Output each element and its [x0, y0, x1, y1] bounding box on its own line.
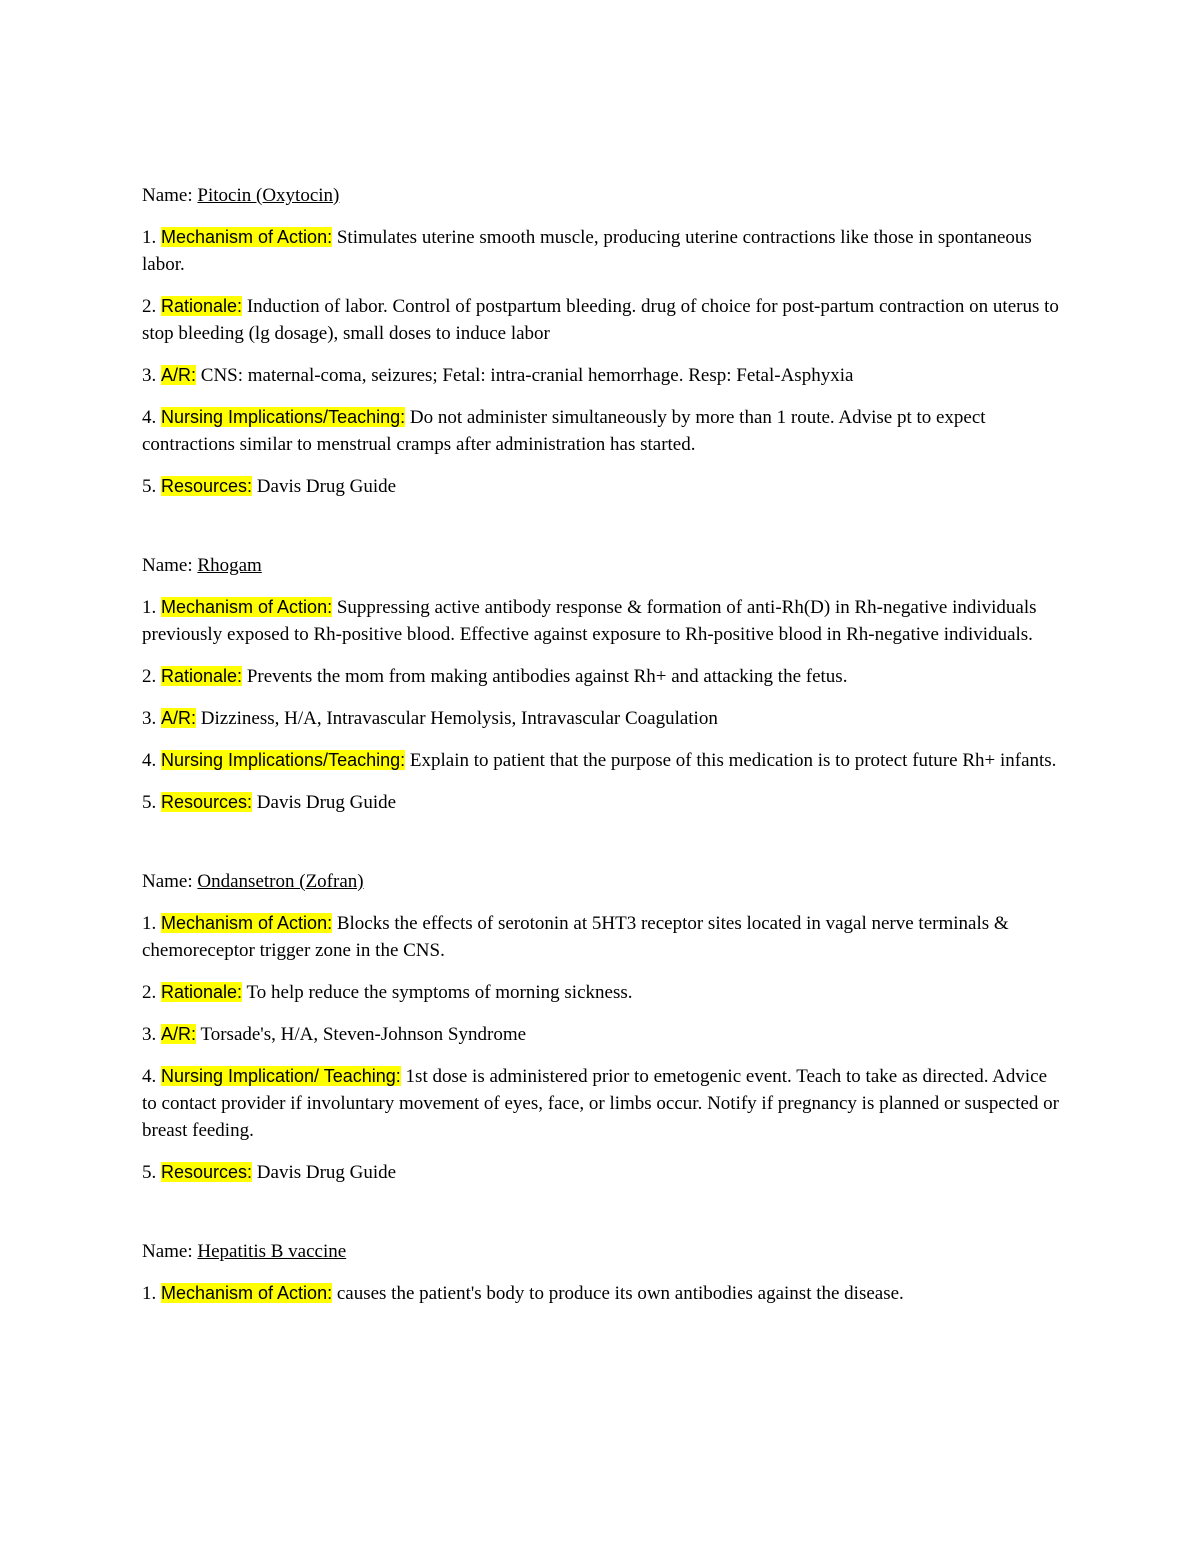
item-number: 1.	[142, 1283, 157, 1304]
item-number: 1.	[142, 913, 157, 934]
name-label: Name:	[142, 185, 193, 206]
item-adverse-reactions	[142, 362, 1062, 389]
item-number: 1.	[142, 597, 157, 618]
drug-name-line	[142, 868, 1062, 895]
item-text: Davis Drug Guide	[256, 476, 397, 497]
item-label: Rationale:	[161, 982, 243, 1002]
item-text: CNS: maternal-coma, seizures; Fetal: intra-cranial hemorrhage. Resp: Fetal-Asphyxia	[200, 365, 854, 386]
item-mechanism	[142, 224, 1062, 278]
item-label: Nursing Implications/Teaching:	[161, 407, 406, 427]
item-number: 5.	[142, 1162, 157, 1183]
item-label: A/R:	[161, 1024, 197, 1044]
item-rationale	[142, 979, 1062, 1006]
item-text: Prevents the mom from making antibodies against Rh+ and attacking the fetus.	[246, 666, 848, 687]
name-label: Name:	[142, 555, 193, 576]
item-label: Rationale:	[161, 666, 243, 686]
item-label: A/R:	[161, 365, 197, 385]
item-label: Mechanism of Action:	[161, 227, 333, 247]
item-nursing-implications	[142, 404, 1062, 458]
item-rationale	[142, 663, 1062, 690]
item-label: Mechanism of Action:	[161, 913, 333, 933]
drug-name: Pitocin (Oxytocin)	[197, 185, 340, 206]
item-text: Davis Drug Guide	[256, 1162, 397, 1183]
item-number: 2.	[142, 296, 157, 317]
item-number: 4.	[142, 1066, 157, 1087]
item-number: 5.	[142, 792, 157, 813]
item-text: Blocks the effects of serotonin at 5HT3 receptor sites located in vagal nerve terminals & chemoreceptor trigger zone in the CNS.	[142, 913, 1009, 961]
item-label: Resources:	[161, 792, 253, 812]
item-adverse-reactions	[142, 705, 1062, 732]
name-label: Name:	[142, 1241, 193, 1262]
drug-entry-pitocin	[142, 182, 1062, 500]
name-label: Name:	[142, 871, 193, 892]
item-text: To help reduce the symptoms of morning sickness.	[246, 982, 633, 1003]
item-label: Resources:	[161, 476, 253, 496]
item-nursing-implications	[142, 747, 1062, 774]
item-text: Stimulates uterine smooth muscle, producing uterine contractions like those in spontaneous labor.	[142, 227, 1032, 275]
item-label: A/R:	[161, 708, 197, 728]
item-number: 3.	[142, 365, 157, 386]
item-nursing-implications	[142, 1063, 1062, 1144]
drug-name: Rhogam	[197, 555, 262, 576]
item-resources	[142, 1159, 1062, 1186]
item-label: Rationale:	[161, 296, 243, 316]
item-number: 1.	[142, 227, 157, 248]
item-text: 1st dose is administered prior to emetogenic event. Teach to take as directed. Advice to contact provider if involuntary movement of eyes, face, or limbs occur. Notify if pregnancy is planned or suspected or breast feeding.	[142, 1066, 1060, 1141]
item-text: Induction of labor. Control of postpartum bleeding. drug of choice for post-partum contraction on uterus to stop bleeding (lg dosage), small doses to induce labor	[142, 296, 1059, 344]
item-text: Torsade's, H/A, Steven-Johnson Syndrome	[200, 1024, 527, 1045]
item-text: Dizziness, H/A, Intravascular Hemolysis, Intravascular Coagulation	[200, 708, 718, 729]
item-text: Suppressing active antibody response & formation of anti-Rh(D) in Rh-negative individuals previously exposed to Rh-positive blood. Effective against exposure to Rh-positive blood in Rh-negative individuals.	[142, 597, 1037, 645]
drug-name-line	[142, 182, 1062, 209]
item-label: Resources:	[161, 1162, 253, 1182]
drug-name: Ondansetron (Zofran)	[197, 871, 364, 892]
item-number: 3.	[142, 1024, 157, 1045]
item-number: 3.	[142, 708, 157, 729]
item-number: 5.	[142, 476, 157, 497]
item-adverse-reactions	[142, 1021, 1062, 1048]
item-number: 2.	[142, 982, 157, 1003]
drug-name-line	[142, 552, 1062, 579]
item-label: Mechanism of Action:	[161, 1283, 333, 1303]
item-mechanism	[142, 910, 1062, 964]
document-page	[142, 182, 1062, 1359]
item-label: Nursing Implications/Teaching:	[161, 750, 406, 770]
item-text: Do not administer simultaneously by more than 1 route. Advise pt to expect contractions similar to menstrual cramps after administration has started.	[142, 407, 986, 455]
item-resources	[142, 789, 1062, 816]
drug-entry-rhogam	[142, 552, 1062, 816]
item-number: 4.	[142, 750, 157, 771]
item-text: Explain to patient that the purpose of this medication is to protect future Rh+ infants.	[409, 750, 1057, 771]
drug-entry-hepatitis-b-vaccine	[142, 1238, 1062, 1307]
item-mechanism	[142, 1280, 1062, 1307]
item-text: Davis Drug Guide	[256, 792, 397, 813]
drug-name-line	[142, 1238, 1062, 1265]
item-rationale	[142, 293, 1062, 347]
drug-entry-ondansetron	[142, 868, 1062, 1186]
item-label: Mechanism of Action:	[161, 597, 333, 617]
item-resources	[142, 473, 1062, 500]
item-text: causes the patient's body to produce its own antibodies against the disease.	[336, 1283, 904, 1304]
item-mechanism	[142, 594, 1062, 648]
item-number: 4.	[142, 407, 157, 428]
item-number: 2.	[142, 666, 157, 687]
item-label: Nursing Implication/ Teaching:	[161, 1066, 401, 1086]
drug-name: Hepatitis B vaccine	[197, 1241, 347, 1262]
